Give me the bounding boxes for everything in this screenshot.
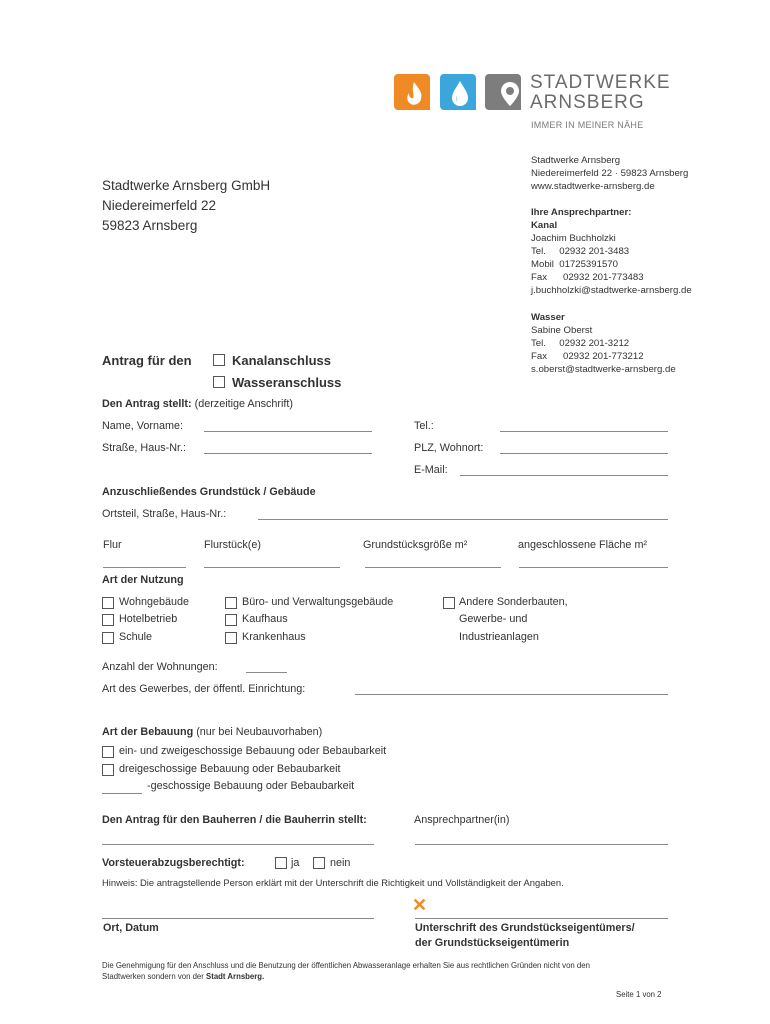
kaufhaus-label: Kaufhaus [242, 613, 288, 625]
bebauung-2-label: dreigeschossige Bebauung oder Bebaubarkeit [119, 763, 341, 775]
wasser-tel: Tel. 02932 201-3212 [531, 338, 630, 349]
bauherr-field[interactable] [102, 844, 374, 845]
wasser-heading: Wasser [531, 312, 565, 323]
flurstueck-field[interactable] [204, 567, 340, 568]
kanal-email: j.buchholzki@stadtwerke-arnsberg.de [531, 285, 692, 296]
footer-note-1: Die Genehmigung für den Anschluss und die Benutzung der öffentlichen Abwasseranlage erhalten Sie aus rechtlichen Gründen nicht von den [102, 961, 590, 970]
kanalanschluss-checkbox[interactable] [213, 354, 225, 366]
schule-checkbox[interactable] [102, 632, 114, 644]
antrag-prefix: Antrag für den [102, 353, 192, 368]
groesse-label: Grundstücksgröße m² [363, 539, 468, 551]
ansprechpartner-label: Ansprechpartner(in) [414, 814, 510, 826]
andere-label-3: Industrieanlagen [459, 631, 539, 643]
tagline: IMMER IN MEINER NÄHE [531, 120, 644, 130]
vorsteuer-label: Vorsteuerabzugsberechtigt: [102, 857, 245, 869]
property-address-label: Ortsteil, Straße, Haus-Nr.: [102, 508, 227, 520]
bauherr-label: Den Antrag für den Bauherren / die Bauherrin stellt: [102, 814, 367, 826]
property-address-field[interactable] [258, 519, 668, 520]
unterschrift-label-1: Unterschrift des Grundstückseigentümers/ [415, 922, 635, 934]
wohngebaeude-label: Wohngebäude [119, 596, 190, 608]
hotelbetrieb-checkbox[interactable] [102, 614, 114, 626]
wasser-email: s.oberst@stadtwerke-arnsberg.de [531, 364, 676, 375]
tel-field[interactable] [500, 431, 668, 432]
kanal-heading: Kanal [531, 220, 558, 231]
andere-sonderbauten-checkbox[interactable] [443, 597, 455, 609]
email-label: E-Mail: [414, 464, 448, 476]
bebauung-1-checkbox[interactable] [102, 746, 114, 758]
usage-heading: Art der Nutzung [102, 574, 184, 586]
recipient-line1: Stadtwerke Arnsberg GmbH [102, 178, 271, 193]
applicant-note: (derzeitige Anschrift) [194, 398, 294, 410]
vorsteuer-ja-checkbox[interactable] [275, 857, 287, 869]
groesse-field[interactable] [365, 567, 501, 568]
schule-label: Schule [119, 631, 153, 643]
sidebar-web: www.stadtwerke-arnsberg.de [531, 181, 655, 192]
buero-label: Büro- und Verwaltungsgebäude [242, 596, 394, 608]
bebauung-note: (nur bei Neubauvorhaben) [196, 726, 323, 738]
footer-note-stadt: Stadt Arnsberg. [206, 972, 265, 981]
street-label: Straße, Haus-Nr.: [102, 442, 186, 454]
bebauung-3-label: -geschossige Bebauung oder Bebaubarkeit [147, 780, 355, 792]
recipient-line3: 59823 Arnsberg [102, 218, 198, 233]
plz-label: PLZ, Wohnort: [414, 442, 484, 454]
bebauung-1-label: ein- und zweigeschossige Bebauung oder Bebaubarkeit [119, 745, 387, 757]
flurstueck-label: Flurstück(e) [204, 539, 261, 551]
sidebar-company: Stadtwerke Arnsberg [531, 155, 621, 166]
plz-field[interactable] [500, 453, 668, 454]
kanal-mobil: Mobil 01725391570 [531, 259, 618, 270]
street-field[interactable] [204, 453, 372, 454]
wasseranschluss-label: Wasseranschluss [232, 375, 342, 390]
ort-datum-label: Ort, Datum [103, 922, 159, 934]
tel-label: Tel.: [414, 420, 434, 432]
page-number: Seite 1 von 2 [616, 990, 662, 999]
hotelbetrieb-label: Hotelbetrieb [119, 613, 178, 625]
sidebar-address: Niedereimerfeld 22 · 59823 Arnsberg [531, 168, 689, 179]
andere-label-1: Andere Sonderbauten, [459, 596, 568, 608]
wohngebaeude-checkbox[interactable] [102, 597, 114, 609]
property-heading: Anzuschließendes Grundstück / Gebäude [102, 486, 316, 498]
hinweis-text: Hinweis: Die antragstellende Person erklärt mit der Unterschrift die Richtigkeit und Vollständigkeit der Angaben. [102, 877, 564, 888]
kanal-tel: Tel. 02932 201-3483 [531, 246, 630, 257]
krankenhaus-label: Krankenhaus [242, 631, 306, 643]
wohnungen-label: Anzahl der Wohnungen: [102, 661, 218, 673]
recipient-line2: Niedereimerfeld 22 [102, 198, 217, 213]
footer-note-2: Stadtwerken sondern von der [102, 972, 207, 981]
kanalanschluss-label: Kanalanschluss [232, 353, 331, 368]
water-drop-logo-icon [440, 74, 476, 110]
kanal-name: Joachim Buchholzki [531, 233, 616, 244]
flur-label: Flur [103, 539, 122, 551]
wohnungen-field[interactable] [246, 672, 287, 673]
location-pin-logo-icon [485, 74, 521, 110]
signature-mark-icon: ✕ [412, 895, 428, 915]
flaeche-field[interactable] [519, 567, 668, 568]
unterschrift-field[interactable] [415, 918, 668, 919]
bebauung-heading: Art der Bebauung [102, 726, 194, 738]
andere-label-2: Gewerbe- und [459, 613, 528, 625]
gewerbe-field[interactable] [355, 694, 668, 695]
applicant-heading: Den Antrag stellt: [102, 398, 192, 410]
kanal-fax: Fax 02932 201-773483 [531, 272, 644, 283]
kaufhaus-checkbox[interactable] [225, 614, 237, 626]
brand-name-line2: ARNSBERG [530, 92, 645, 113]
wasseranschluss-checkbox[interactable] [213, 376, 225, 388]
krankenhaus-checkbox[interactable] [225, 632, 237, 644]
ansprechpartner-field[interactable] [415, 844, 668, 845]
vorsteuer-ja-label: ja [291, 857, 300, 869]
geschosse-field[interactable] [102, 793, 142, 794]
unterschrift-label-2: der Grundstückseigentümerin [415, 937, 570, 949]
name-label: Name, Vorname: [102, 420, 184, 432]
wasser-fax: Fax 02932 201-773212 [531, 351, 644, 362]
vorsteuer-nein-label: nein [330, 857, 351, 869]
fire-logo-icon [394, 74, 430, 110]
contacts-heading: Ihre Ansprechpartner: [531, 207, 632, 218]
bebauung-2-checkbox[interactable] [102, 764, 114, 776]
flur-field[interactable] [103, 567, 186, 568]
brand-name-line1: STADTWERKE [530, 72, 671, 93]
flaeche-label: angeschlossene Fläche m² [518, 539, 648, 551]
gewerbe-label: Art des Gewerbes, der öffentl. Einrichtung: [102, 683, 306, 695]
buero-checkbox[interactable] [225, 597, 237, 609]
vorsteuer-nein-checkbox[interactable] [313, 857, 325, 869]
name-field[interactable] [204, 431, 372, 432]
email-field[interactable] [460, 475, 668, 476]
ort-datum-field[interactable] [102, 918, 374, 919]
wasser-name: Sabine Oberst [531, 325, 593, 336]
